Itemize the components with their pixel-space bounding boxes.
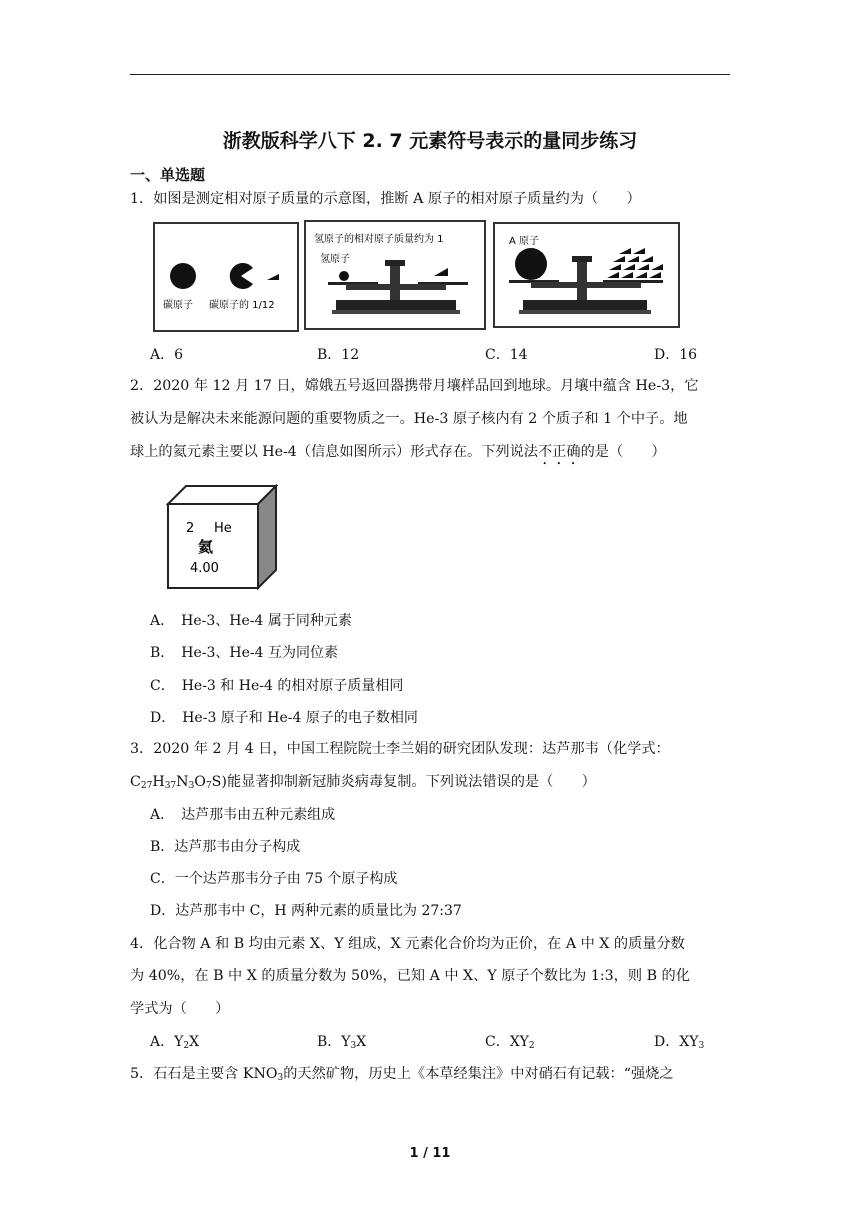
q2-option-b: B． He-3、He-4 互为同位素 [150,645,339,661]
q4-option-b: B．$Y_3X$ [317,1034,367,1051]
element-symbol: He [214,521,232,536]
hydrogen-mass-label: 氢原子的相对原子质量约为 1 [314,234,444,245]
element-name: 氦 [198,538,214,556]
a-atom-label: A 原子 [509,236,540,247]
q1-option-c: C．14 [485,347,528,363]
element-number: 2 [186,521,195,536]
q3-option-a: A． 达芦那韦由五种元素组成 [150,807,336,823]
helium-element-card [166,484,278,590]
carbon-atom-label: 碳原子 [163,300,193,311]
chemical-formula: $C_{27}H_{37}N_3O_7S$ [130,774,222,791]
question-2-line-2: 被认为是解决未来能源问题的重要物质之一。He-3 原子核内有 2 个质子和 1 个中子。地 [130,411,688,427]
q2-option-c: C． He-3 和 He-4 的相对原子质量相同 [150,678,404,694]
question-4-line-2: 为 40%，在 B 中 X 的质量分数为 50%，已知 A 中 X、Y 原子个数比为 1:3，则 B 的化 [130,968,690,984]
q4-option-c: C．$XY_2$ [485,1034,535,1051]
page-number: 1 / 11 [409,1146,451,1161]
q3-option-d: D．达芦那韦中 C，H 两种元素的质量比为 27:37 [150,903,462,919]
header-rule [130,74,730,75]
q1-option-d: D．16 [654,347,698,363]
element-mass: 4.00 [190,561,219,576]
hydrogen-balance-illustration [306,222,484,328]
q1-option-a: A．6 [150,347,184,363]
question-3-line-2: $C_{27}H_{37}N_3O_7S$)能显著抑制新冠肺炎病毒复制。下列说法错误的是（ ） [130,774,596,791]
q1-option-b: B．12 [317,347,360,363]
hydrogen-label: 氢原子 [320,254,350,265]
section-heading: 一、单选题 [130,166,206,184]
question-4-line-1: 4．化合物 A 和 B 均由元素 X、Y 组成，X 元素化合价均为正价，在 A 中 X 的质量分数 [130,936,685,952]
question-1-text: 1．如图是测定相对原子质量的示意图，推断 A 原子的相对原子质量约为（ ） [130,191,641,207]
q3-option-c: C．一个达芦那韦分子由 75 个原子构成 [150,871,398,887]
a-atom-balance-illustration [495,224,678,326]
q1-figure-panel-2 [304,220,486,330]
question-5-line-1: 5．石石是主要含 $KNO_3$的天然矿物，历史上《本草经集注》中对硝石有记载：“强烧之 [130,1066,674,1083]
emphasis-not-correct: 不正确 [537,444,581,460]
carbon-atoms-illustration [155,224,297,330]
q3-option-b: B．达芦那韦由分子构成 [150,839,301,855]
question-2-line-1: 2．2020 年 12 月 17 日，嫦娥五号返回器携带月壤样品回到地球。月壤中蕴含 He-3，它 [130,378,699,394]
page-title: 浙教版科学八下 2. 7 元素符号表示的量同步练习 [222,130,638,152]
question-3-line-1: 3．2020 年 2 月 4 日，中国工程院院士李兰娟的研究团队发现：达芦那韦（化学式： [130,741,670,757]
q1-figure-panel-1 [153,222,299,332]
q4-option-a: A．$Y_2X$ [150,1034,200,1051]
q1-figure-panel-3 [493,222,680,328]
q2-option-a: A． He-3、He-4 属于同种元素 [150,613,352,629]
carbon-twelfth-label: 碳原子的 1/12 [209,300,275,311]
q4-option-d: D．$XY_3$ [654,1034,705,1051]
q2-option-d: D． He-3 原子和 He-4 原子的电子数相同 [150,710,418,726]
question-4-line-3: 学式为（ ） [130,1001,230,1017]
question-2-line-3: 球上的氦元素主要以 He-4（信息如图所示）形式存在。下列说法不正确的是（ ） [130,444,666,460]
